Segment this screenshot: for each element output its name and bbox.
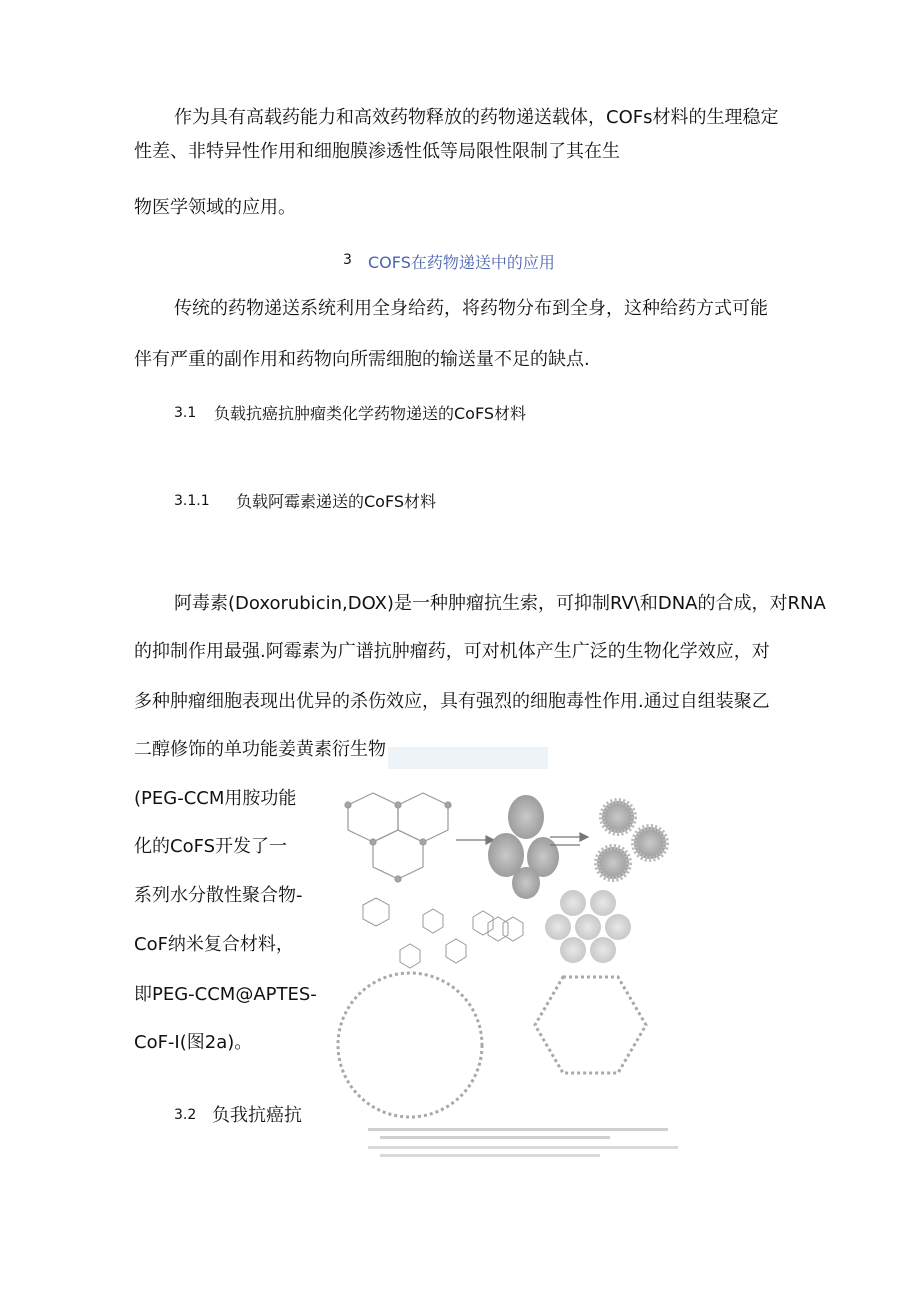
molecular-structures	[363, 898, 523, 968]
figure-2-schematic	[328, 745, 700, 1165]
paragraph-3-line-2: 的抑制作用最强.阿霉素为广谱抗肿瘤药，可对机体产生广泛的生物化学效应，对	[134, 641, 770, 662]
section-3-1-number: 3.1	[174, 405, 197, 421]
cof-framework-lattice	[345, 793, 451, 882]
section-3-number: 3	[343, 252, 352, 268]
section-3-1-1-number: 3.1.1	[174, 493, 210, 509]
paragraph-3-line-1: 阿毒素(Doxorubicin,DOX)是一种肿瘤抗生索，可抑制RV\和DNA的合成，对RNA	[174, 593, 826, 614]
porous-ring-structure-right	[535, 977, 646, 1073]
paragraph-3-line-5: (PEG-CCM用胺功能	[134, 788, 297, 809]
paragraph-3-line-7: 系列水分散性聚合物-	[134, 885, 303, 906]
section-3-1-1-title: 负载阿霉素递送的CoFS材料	[236, 492, 437, 511]
paragraph-3-line-6: 化的CoFS开发了一	[134, 836, 288, 857]
reaction-arrow-2	[550, 833, 588, 845]
paragraph-1-line-3: 物医学领域的应用。	[134, 197, 296, 218]
paragraph-3-line-8: CoF纳米复合材料，	[134, 934, 294, 955]
nanoparticle-cluster	[545, 890, 631, 963]
dox-loaded-particles	[488, 795, 559, 899]
reaction-arrow-1	[456, 836, 494, 844]
section-3-title: COFS在药物递送中的应用	[368, 253, 555, 272]
porous-ring-structure-left	[338, 973, 482, 1117]
paragraph-1-line-2: 性差、非特异性作用和细胞膜渗透性低等局限性限制了其在生	[134, 141, 620, 162]
figure-2-drawing	[328, 745, 700, 1165]
paragraph-1-line-1: 作为具有高载药能力和高效药物释放的药物递送载体，COFs材料的生理稳定	[174, 107, 779, 128]
paragraph-3-line-3: 多种肿瘤细胞表现出优异的杀伤效应，具有强烈的细胞毒性作用.通过自组装聚乙	[134, 691, 770, 712]
peg-coated-particles	[597, 801, 666, 879]
figure-caption	[368, 1128, 678, 1157]
paragraph-2-line-1: 传统的药物递送系统利用全身给药，将药物分布到全身，这种给药方式可能	[174, 298, 768, 319]
paragraph-3-line-9: 即PEG-CCM@APTES-	[134, 984, 317, 1005]
section-3-1-title: 负载抗癌抗肿瘤类化学药物递送的CoFS材料	[214, 404, 527, 423]
paragraph-3-line-4: 二醇修饰的单功能姜黄素衍生物	[134, 739, 386, 760]
section-3-2-number: 3.2	[174, 1107, 197, 1123]
paragraph-2-line-2: 伴有严重的副作用和药物向所需细胞的输送量不足的缺点.	[134, 349, 590, 370]
figure-top-band	[388, 747, 548, 769]
section-3-2-title: 负我抗癌抗	[212, 1105, 302, 1126]
paragraph-3-line-10: CoF-I(图2a)。	[134, 1032, 253, 1053]
